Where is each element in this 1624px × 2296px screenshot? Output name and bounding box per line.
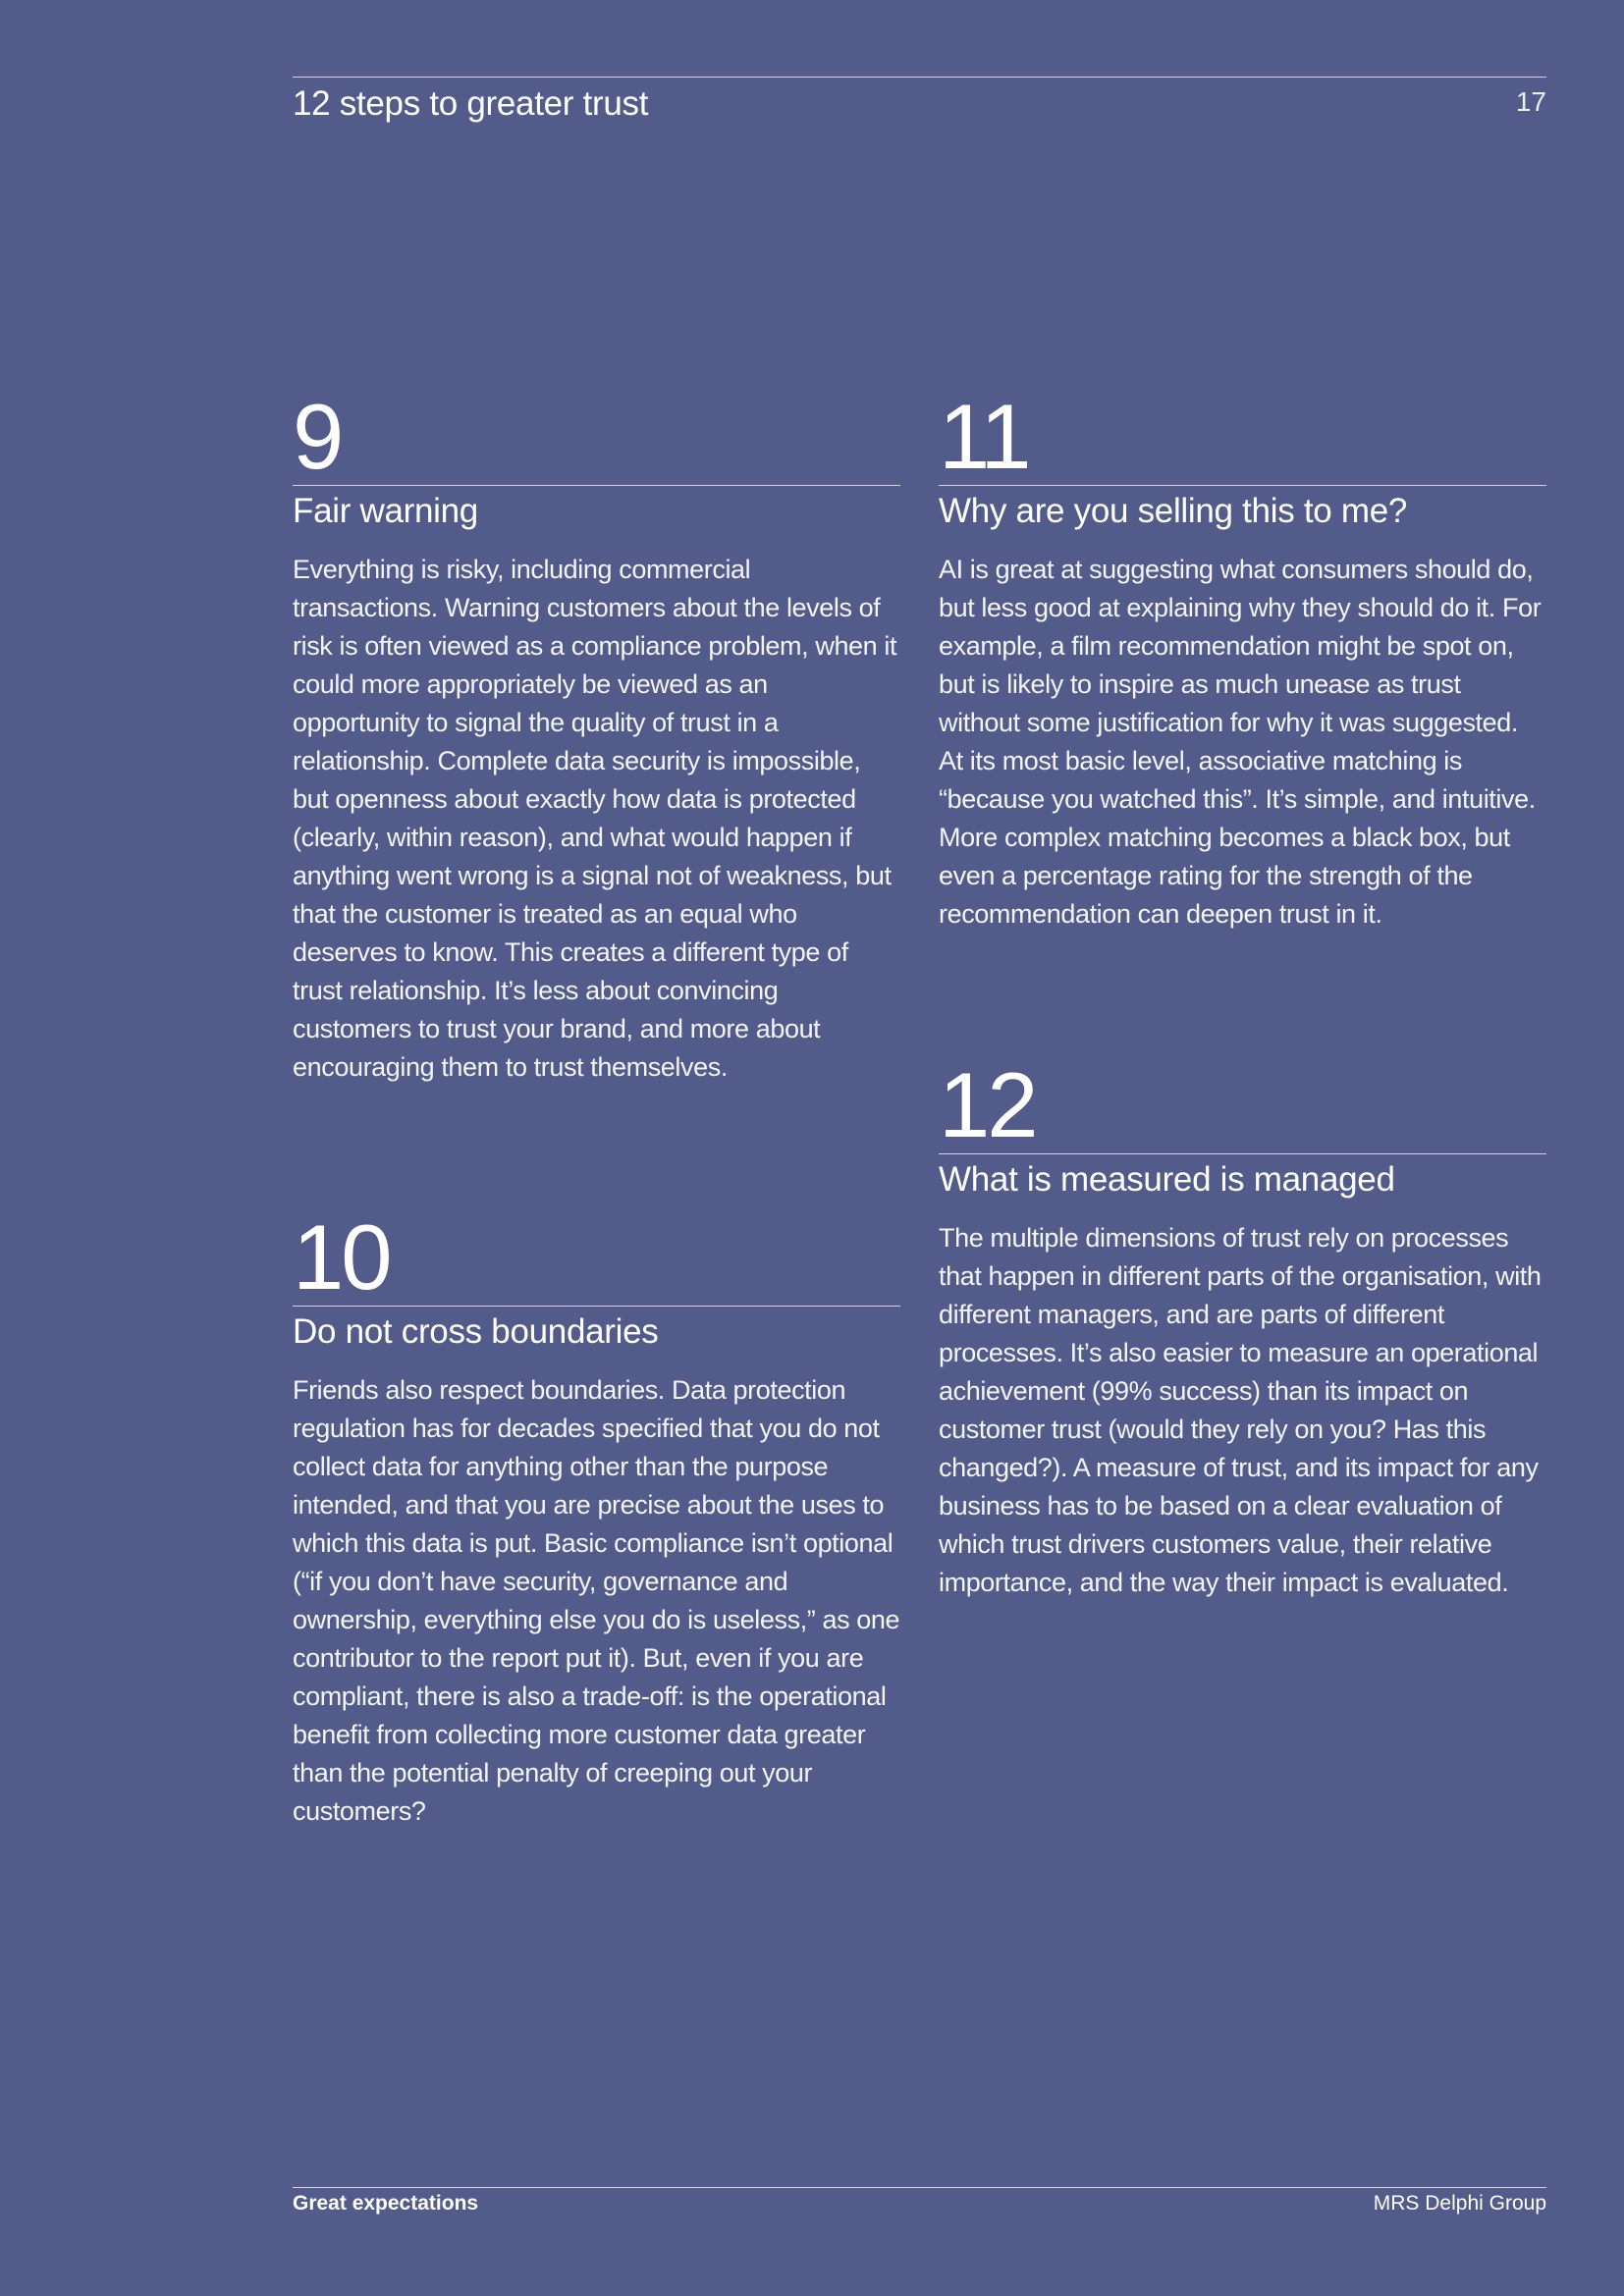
section-number: 10 — [293, 1205, 390, 1308]
section-body: The multiple dimensions of trust rely on processes that happen in different parts of the organisation, with different managers, and are parts of different processes. It’s also easier to measure an operational achievement (99% success) than its impact on customer trust (would they rely on you? Has this changed?). A measure of trust, and its impact for any business has to be based on a clear evaluation of which trust drivers customers value, their relative importance, and the way their impact is evaluated. — [939, 1223, 1542, 1597]
section-number: 11 — [939, 385, 1029, 488]
page-number: 17 — [1515, 86, 1546, 117]
section-body: AI is great at suggesting what consumers should do, but less good at explaining why they should do it. For example, a film recommendation might be spot on, but is likely to inspire as much unease as trust without some justification for why it was suggested. At its most basic level, associative matching is “because you watched this”. It’s simple, and intuitive. More complex matching becomes a black box, but even a percentage rating for the strength of the recommendation can deepen trust in it. — [939, 555, 1542, 929]
section-12 — [939, 1053, 1546, 1602]
footer-publication-title: Great expectations — [293, 2192, 479, 2215]
section-body: Everything is risky, including commercial transactions. Warning customers about the levels of risk is often viewed as a compliance problem, when it could more appropriately be viewed as an opportunity to signal the quality of trust in a relationship. Complete data security is impossible, but openness about exactly how data is protected (clearly, within reason), and what would happen if anything went wrong is a signal not of weakness, but that the customer is treated as an equal who deserves to know. This creates a different type of trust relationship. It’s less about convincing customers to trust your brand, and more about encouraging them to trust themselves. — [293, 555, 897, 1082]
section-title: Do not cross boundaries — [293, 1312, 659, 1351]
section-9 — [293, 385, 900, 1087]
section-body: Friends also respect boundaries. Data protection regulation has for decades specified that you do not collect data for anything other than the purpose intended, and that you are precise about the uses to which this data is put. Basic compliance isn’t optional (“if you don’t have security, governance and ownership, everything else you do is useless,” as one contributor to the report put it). But, even if you are compliant, there is also a trade-off: is the operational benefit from collecting more customer data greater than the potential penalty of creeping out your customers? — [293, 1375, 900, 1826]
section-11 — [939, 385, 1546, 934]
section-title: What is measured is managed — [939, 1160, 1395, 1199]
section-rule — [293, 485, 900, 486]
footer-rule — [293, 2187, 1546, 2188]
section-rule — [939, 485, 1546, 486]
section-number: 9 — [293, 385, 342, 488]
section-number: 12 — [939, 1053, 1036, 1156]
section-title: Why are you selling this to me? — [939, 492, 1408, 530]
header-rule — [293, 77, 1546, 78]
section-title: Fair warning — [293, 492, 478, 530]
section-10 — [293, 1205, 900, 1831]
footer-publisher: MRS Delphi Group — [1373, 2192, 1546, 2215]
page-title: 12 steps to greater trust — [293, 84, 649, 123]
